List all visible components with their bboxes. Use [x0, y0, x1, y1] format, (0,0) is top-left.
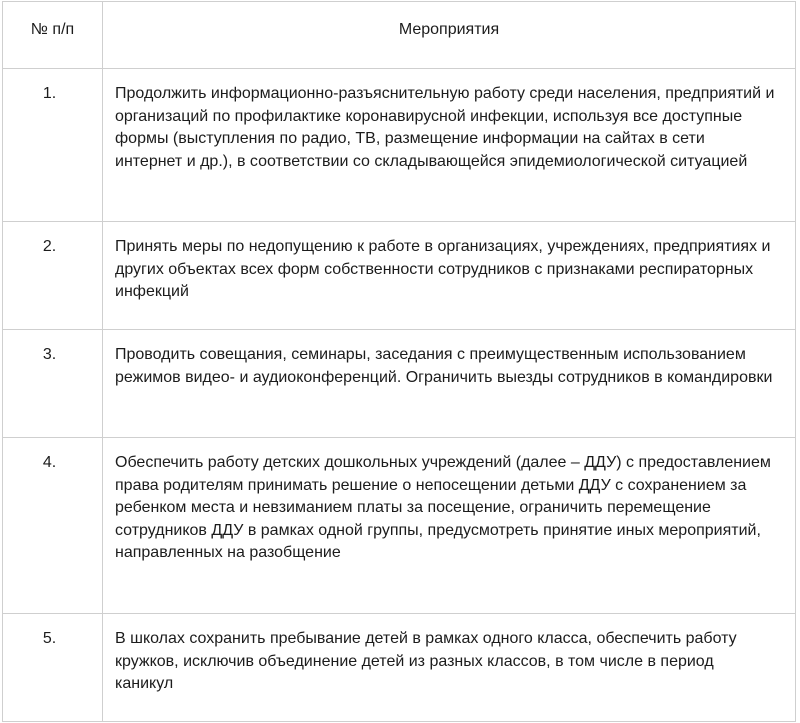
row-text: Обеспечить работу детских дошкольных учреждений (далее – ДДУ) с предоставлением права родителям принимать решение о непосещении детьми ДДУ с сохранением за ребенком места и невзиманием платы за посещение, ограничить перемещение сотрудников ДДУ в рамках одной группы, предусмотреть принятие иных мероприятий, направленных на разобщение — [115, 454, 771, 561]
row-number: 4. — [42, 454, 57, 471]
row-number: 5. — [42, 630, 57, 647]
row-text: Принять меры по недопущению к работе в организациях, учреждениях, предприятиях и других объектах всех форм собственности сотрудников с признаками респираторных инфекций — [115, 238, 771, 300]
header-number-label: № п/п — [30, 21, 75, 38]
row-number-cell — [3, 69, 103, 222]
row-text-cell — [103, 614, 796, 722]
row-number-cell — [3, 438, 103, 614]
table-row — [3, 222, 796, 330]
header-measures-cell — [103, 2, 796, 69]
row-text-cell — [103, 330, 796, 438]
row-number-cell — [3, 614, 103, 722]
row-text: Проводить совещания, семинары, заседания с преимущественным использованием режимов видео- и аудиоконференций. Ограничить выезды сотрудников в командировки — [115, 346, 773, 386]
row-text-cell — [103, 69, 796, 222]
row-number: 1. — [42, 85, 57, 102]
row-number: 3. — [42, 346, 57, 363]
row-text-cell — [103, 222, 796, 330]
table-row — [3, 438, 796, 614]
table-row — [3, 330, 796, 438]
table-header-row — [3, 2, 796, 69]
header-number-cell — [3, 2, 103, 69]
row-text: В школах сохранить пребывание детей в рамках одного класса, обеспечить работу кружков, исключив объединение детей из разных классов, в том числе в период каникул — [115, 630, 737, 692]
table-row — [3, 69, 796, 222]
row-number-cell — [3, 330, 103, 438]
table-row — [3, 614, 796, 722]
header-measures-label: Мероприятия — [398, 21, 500, 38]
measures-table — [2, 1, 796, 722]
row-number-cell — [3, 222, 103, 330]
row-text: Продолжить информационно-разъяснительную работу среди населения, предприятий и организаций по профилактике коронавирусной инфекции, используя все доступные формы (выступления по радио, ТВ, размещение информации на сайтах в сети интернет и др.), в соответствии со складывающейся эпидемиологической ситуацией — [115, 85, 775, 170]
row-text-cell — [103, 438, 796, 614]
row-number: 2. — [42, 238, 57, 255]
